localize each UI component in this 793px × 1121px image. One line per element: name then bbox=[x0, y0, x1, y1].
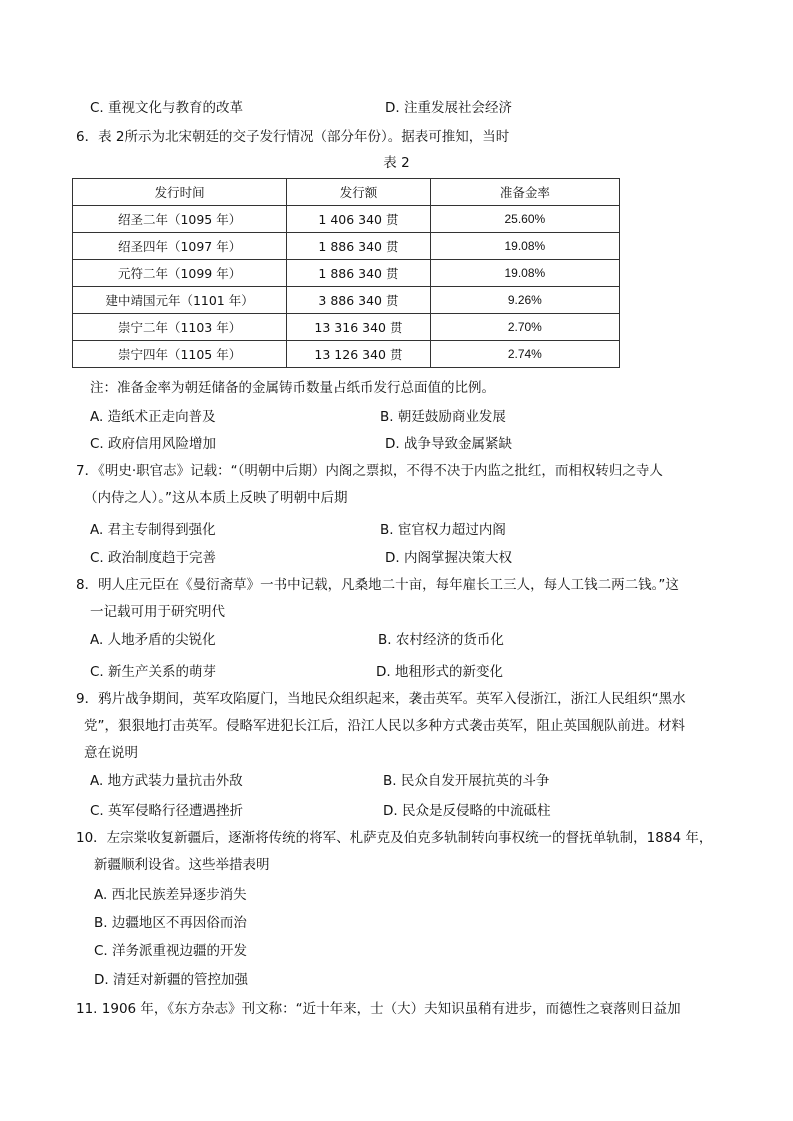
q8-option-b: B. 农村经济的货币化 bbox=[378, 632, 504, 648]
table-cell: 建中靖国元年（1101 年） bbox=[73, 287, 287, 314]
table-cell: 19.08% bbox=[430, 233, 619, 260]
table-cell: 13 316 340 贯 bbox=[287, 314, 430, 341]
table-row bbox=[73, 287, 620, 314]
table-cell: 13 126 340 贯 bbox=[287, 341, 430, 368]
table-cell: 25.60% bbox=[430, 206, 619, 233]
q6-option-d: D. 战争导致金属紧缺 bbox=[385, 436, 512, 452]
q8-stem-line2: 一记载可用于研究明代 bbox=[90, 604, 225, 620]
table-row bbox=[73, 341, 620, 368]
q9-stem-line1: 9．鸦片战争期间，英军攻陷厦门，当地民众组织起来，袭击英军。英军入侵浙江，浙江人民组织“黑水 bbox=[76, 691, 686, 707]
table-row bbox=[73, 233, 620, 260]
q5-option-c: C. 重视文化与教育的改革 bbox=[90, 100, 244, 116]
table-cell: 2.70% bbox=[430, 314, 619, 341]
q6-option-c: C. 政府信用风险增加 bbox=[90, 436, 217, 452]
q11-stem-line1: 11. 1906 年，《东方杂志》刊文称：“近十年来，士（大）夫知识虽稍有进步，而德性之衰落则日益加 bbox=[76, 1001, 681, 1017]
q8-stem-line1: 8．明人庄元臣在《曼衍斋草》一书中记载，凡桑地二十亩，每年雇长工三人，每人工钱二两二钱。”这 bbox=[76, 577, 679, 593]
q6-stem: 6．表 2所示为北宋朝廷的交子发行情况（部分年份）。据表可推知，当时 bbox=[76, 129, 510, 145]
q9-option-d: D. 民众是反侵略的中流砥柱 bbox=[383, 803, 551, 819]
q7-option-a: A. 君主专制得到强化 bbox=[90, 522, 216, 538]
q8-option-d: D. 地租形式的新变化 bbox=[376, 664, 503, 680]
q7-stem-line1: 7．《明史·职官志》记载：“（明朝中后期）内阁之票拟，不得不决于内监之批红，而相权转归之寺人 bbox=[76, 463, 663, 479]
q9-stem-line2: 党”，狠狠地打击英军。侵略军进犯长江后，沿江人民以多种方式袭击英军，阻止英国舰队前进。材料 bbox=[84, 718, 685, 734]
table-cell: 1 886 340 贯 bbox=[287, 260, 430, 287]
q6-option-a: A. 造纸术正走向普及 bbox=[90, 409, 216, 425]
table-row bbox=[73, 314, 620, 341]
q7-option-b: B. 宦官权力超过内阁 bbox=[380, 522, 506, 538]
table-title: 表 2 bbox=[383, 155, 410, 171]
table-note: 注：准备金率为朝廷储备的金属铸币数量占纸币发行总面值的比例。 bbox=[90, 380, 495, 396]
q7-stem-line2: （内侍之人）。”这从本质上反映了明朝中后期 bbox=[84, 490, 348, 506]
table-cell: 崇宁二年（1103 年） bbox=[73, 314, 287, 341]
table-header-cell: 发行时间 bbox=[73, 179, 287, 206]
q7-option-c: C. 政治制度趋于完善 bbox=[90, 550, 217, 566]
q9-option-c: C. 英军侵略行径遭遇挫折 bbox=[90, 803, 244, 819]
table-cell: 绍圣二年（1095 年） bbox=[73, 206, 287, 233]
table-header-cell: 发行额 bbox=[287, 179, 430, 206]
table-row bbox=[73, 260, 620, 287]
q9-option-a: A. 地方武装力量抗击外敌 bbox=[90, 773, 243, 789]
q10-stem-line2: 新疆顺利设省。这些举措表明 bbox=[94, 857, 270, 873]
q9-option-b: B. 民众自发开展抗英的斗争 bbox=[383, 773, 550, 789]
q10-option-b: B. 边疆地区不再因俗而治 bbox=[94, 915, 247, 931]
q5-option-d: D. 注重发展社会经济 bbox=[385, 100, 512, 116]
table-cell: 元符二年（1099 年） bbox=[73, 260, 287, 287]
table-cell: 1 406 340 贯 bbox=[287, 206, 430, 233]
q10-stem-line1: 10．左宗棠收复新疆后，逐渐将传统的将军、札萨克及伯克多轨制转向事权统一的督抚单轨制，1884 年， bbox=[76, 830, 713, 846]
q8-option-a: A. 人地矛盾的尖锐化 bbox=[90, 632, 216, 648]
q6-option-b: B. 朝廷鼓励商业发展 bbox=[380, 409, 506, 425]
issuance-table bbox=[72, 178, 620, 368]
table-cell: 9.26% bbox=[430, 287, 619, 314]
q7-option-d: D. 内阁掌握决策大权 bbox=[385, 550, 512, 566]
table-cell: 绍圣四年（1097 年） bbox=[73, 233, 287, 260]
q10-option-c: C. 洋务派重视边疆的开发 bbox=[94, 943, 248, 959]
table-cell: 3 886 340 贯 bbox=[287, 287, 430, 314]
table-row bbox=[73, 206, 620, 233]
q10-option-a: A. 西北民族差异逐步消失 bbox=[94, 887, 247, 903]
q9-stem-line3: 意在说明 bbox=[84, 745, 138, 761]
q10-option-d: D. 清廷对新疆的管控加强 bbox=[94, 972, 248, 988]
table-cell: 19.08% bbox=[430, 260, 619, 287]
table-cell: 1 886 340 贯 bbox=[287, 233, 430, 260]
q8-option-c: C. 新生产关系的萌芽 bbox=[90, 664, 217, 680]
table-cell: 2.74% bbox=[430, 341, 619, 368]
table-header-cell: 准备金率 bbox=[430, 179, 619, 206]
table-header-row bbox=[73, 179, 620, 206]
table-cell: 崇宁四年（1105 年） bbox=[73, 341, 287, 368]
